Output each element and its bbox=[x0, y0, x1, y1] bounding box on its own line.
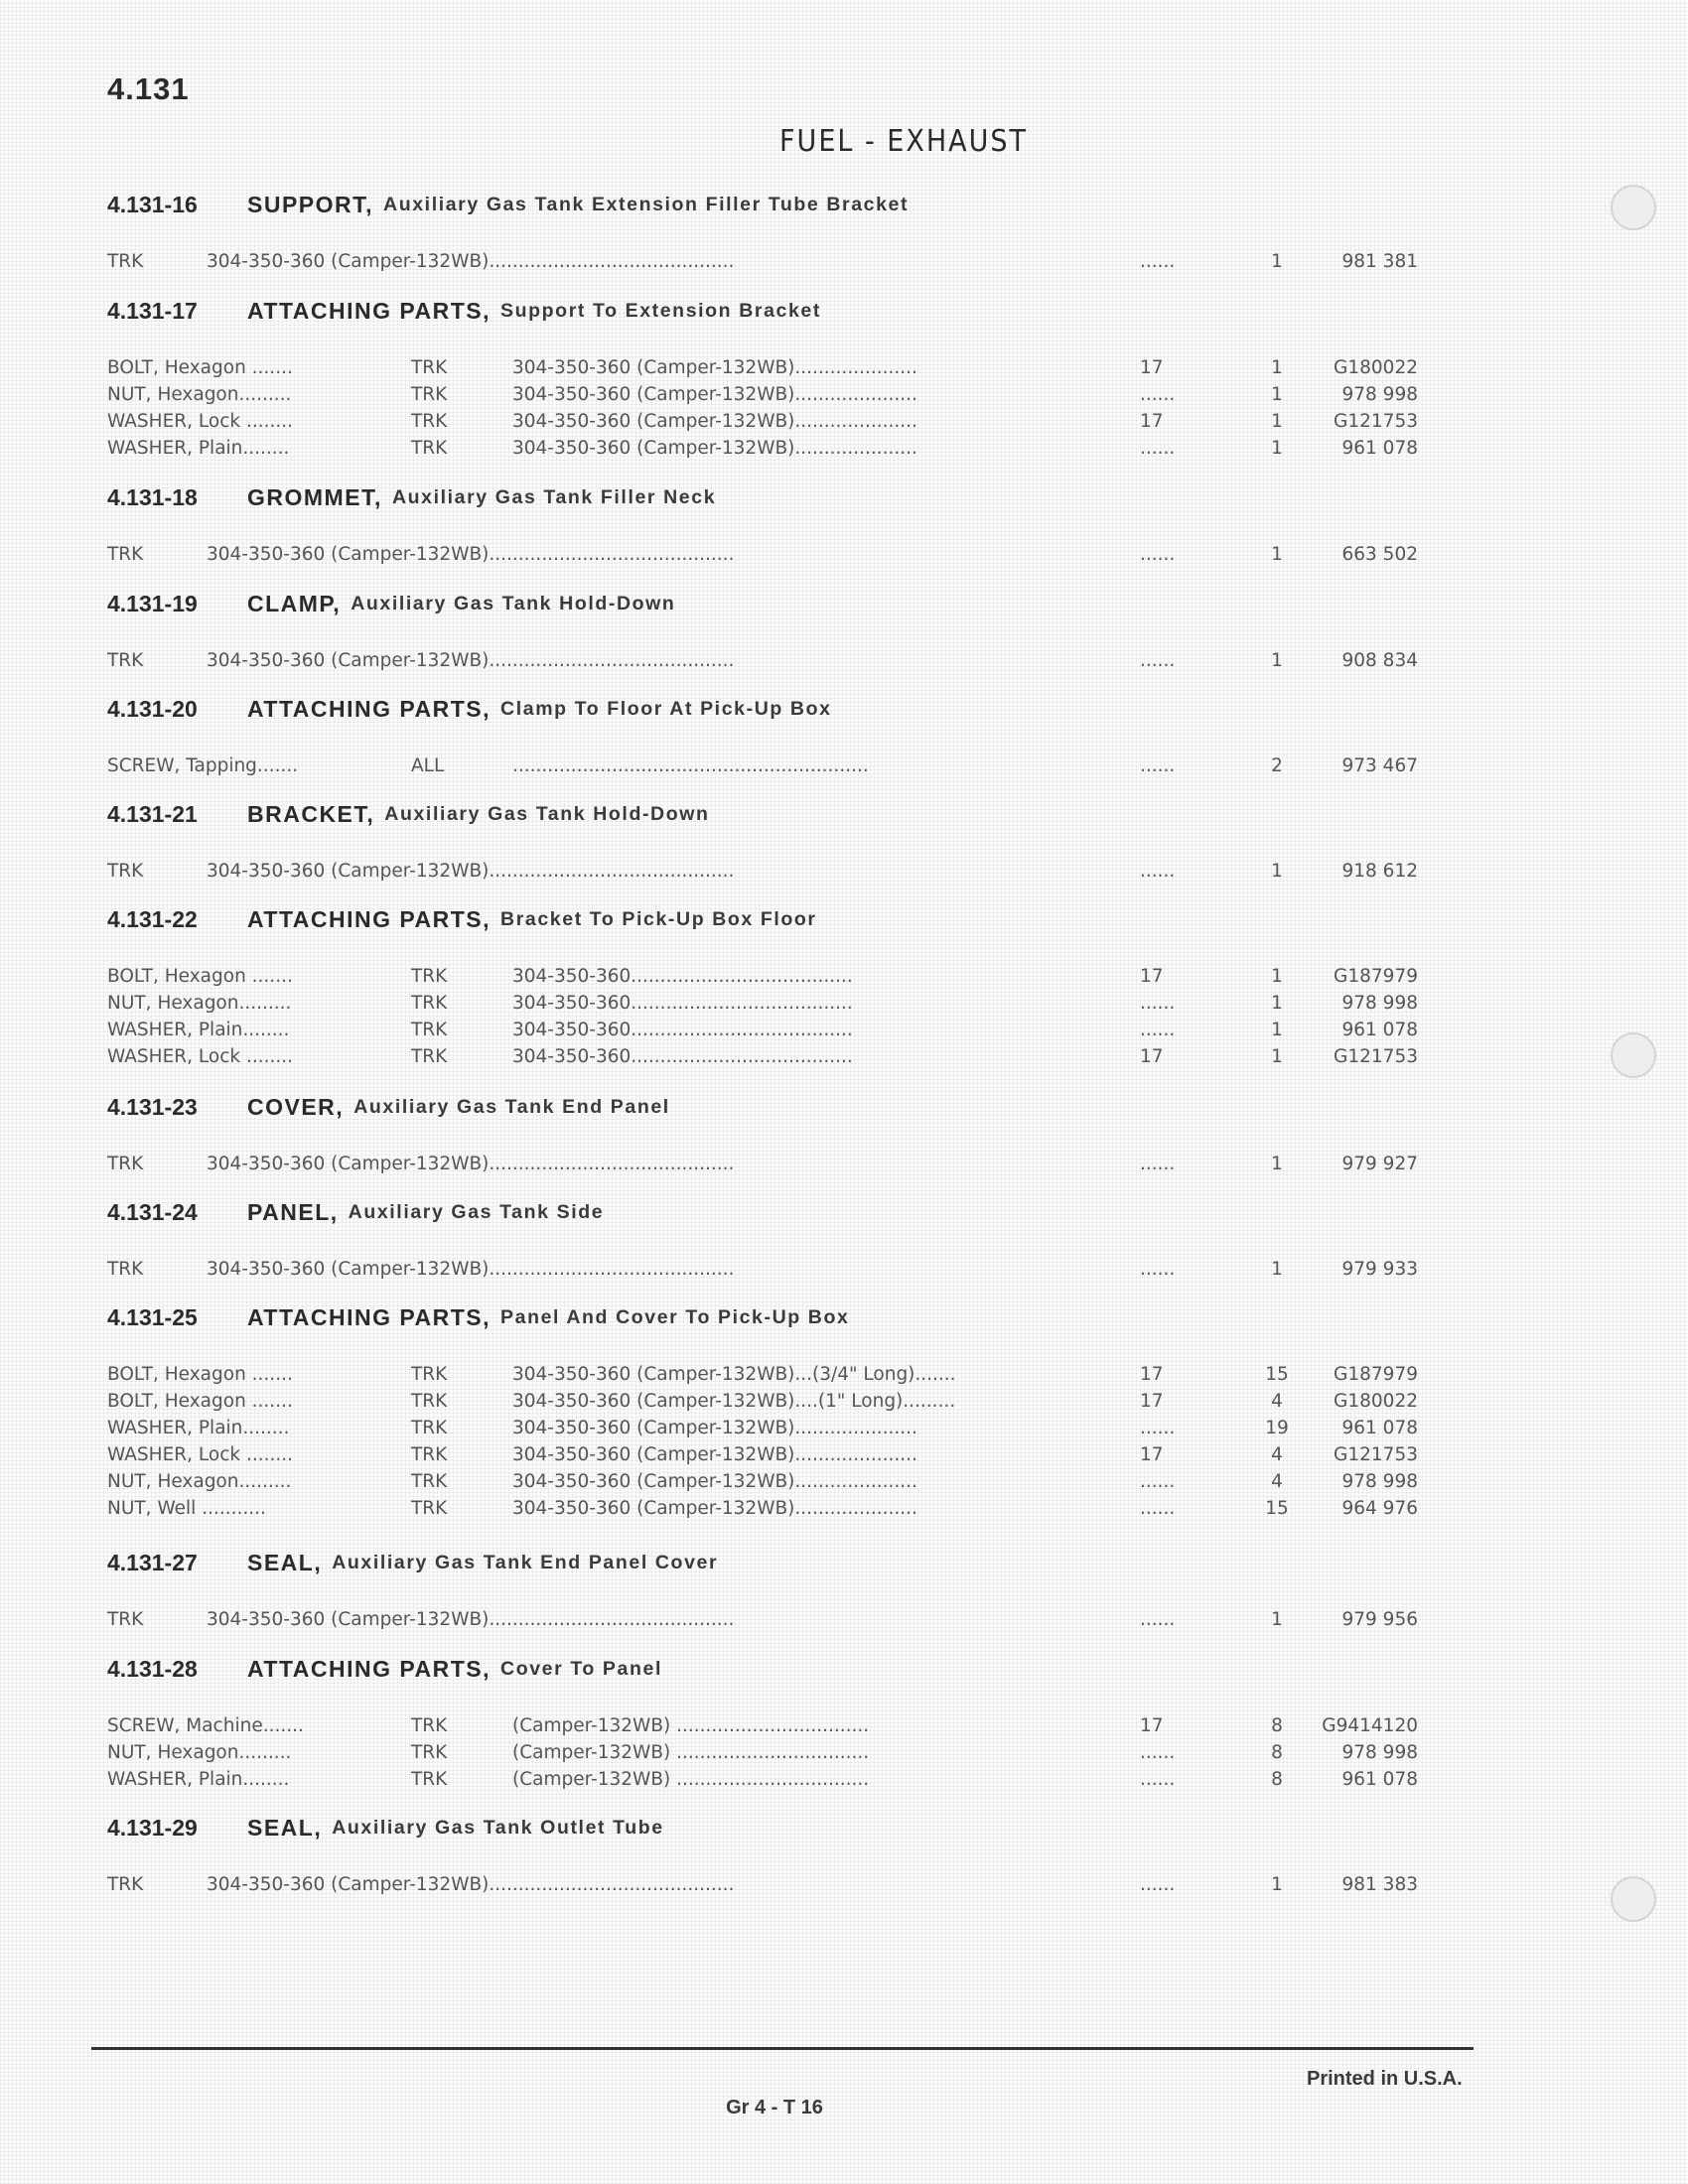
table-row bbox=[107, 1418, 1418, 1444]
section-name: ATTACHING PARTS, bbox=[247, 1656, 492, 1682]
footer-rule bbox=[91, 2047, 1474, 2050]
part-number: 961 078 bbox=[1341, 438, 1418, 459]
model-code: TRK bbox=[411, 1769, 448, 1790]
section-number: 4.131-25 bbox=[107, 1304, 198, 1330]
section-name: SEAL, bbox=[247, 1550, 323, 1575]
part-name: WASHER, Plain........ bbox=[107, 1769, 290, 1790]
section-description: Support To Extension Bracket bbox=[500, 300, 821, 322]
model-code: TRK bbox=[411, 1364, 448, 1385]
quantity: 1 bbox=[1271, 993, 1283, 1014]
section-heading bbox=[107, 1537, 1418, 1589]
section-description: Clamp To Floor At Pick-Up Box bbox=[500, 698, 832, 720]
section-number: 4.131-23 bbox=[107, 1094, 198, 1120]
part-name: NUT, Hexagon......... bbox=[107, 384, 292, 405]
catalog-ref: ...... bbox=[1140, 1418, 1176, 1438]
part-name: BOLT, Hexagon ....... bbox=[107, 1391, 293, 1412]
model-code: TRK bbox=[411, 1471, 448, 1492]
quantity: 1 bbox=[1271, 544, 1283, 565]
catalog-ref: ...... bbox=[1140, 1498, 1176, 1519]
table-row bbox=[107, 966, 1418, 993]
catalog-ref: ...... bbox=[1140, 1154, 1176, 1174]
model-code: TRK bbox=[411, 1742, 448, 1763]
section-description: Auxiliary Gas Tank Extension Filler Tube Bracket bbox=[383, 194, 910, 215]
footer-page-code: Gr 4 - T 16 bbox=[726, 2097, 823, 2118]
table-row bbox=[107, 1444, 1418, 1471]
part-name: WASHER, Lock ........ bbox=[107, 1444, 294, 1465]
table-row bbox=[107, 650, 1418, 677]
application-description: 304-350-360...................................... bbox=[512, 1020, 853, 1040]
part-number: G9414120 bbox=[1322, 1715, 1418, 1736]
catalog-ref: ...... bbox=[1140, 438, 1176, 459]
application-description: 304-350-360 (Camper-132WB).......................................... bbox=[207, 861, 735, 882]
table-row bbox=[107, 1020, 1418, 1046]
model-code: TRK bbox=[411, 1020, 448, 1040]
part-number: 978 998 bbox=[1341, 1742, 1418, 1763]
section-heading bbox=[107, 472, 1418, 524]
quantity: 1 bbox=[1271, 1154, 1283, 1174]
part-name: WASHER, Lock ........ bbox=[107, 1046, 294, 1067]
binder-hole bbox=[1611, 1032, 1656, 1078]
section-heading bbox=[107, 683, 1418, 736]
model-code: TRK bbox=[107, 544, 144, 565]
section-description: Bracket To Pick-Up Box Floor bbox=[500, 908, 817, 930]
table-row bbox=[107, 1259, 1418, 1286]
application-description: ............................................................. bbox=[512, 755, 869, 776]
part-name: BOLT, Hexagon ....... bbox=[107, 1364, 293, 1385]
section-heading bbox=[107, 1643, 1418, 1696]
part-number: G180022 bbox=[1334, 1391, 1418, 1412]
section-name: PANEL, bbox=[247, 1199, 339, 1225]
part-number: G187979 bbox=[1334, 1364, 1418, 1385]
section-heading bbox=[107, 285, 1418, 338]
section-description: Auxiliary Gas Tank Side bbox=[348, 1201, 605, 1223]
part-number: 918 612 bbox=[1341, 861, 1418, 882]
part-number: 979 927 bbox=[1341, 1154, 1418, 1174]
binder-hole bbox=[1611, 1876, 1656, 1922]
quantity: 8 bbox=[1271, 1742, 1283, 1763]
part-name: NUT, Hexagon......... bbox=[107, 1471, 292, 1492]
application-description: 304-350-360...................................... bbox=[512, 1046, 853, 1067]
catalog-ref: ...... bbox=[1140, 1874, 1176, 1895]
part-number: 961 078 bbox=[1341, 1418, 1418, 1438]
table-row bbox=[107, 1498, 1418, 1525]
quantity: 1 bbox=[1271, 357, 1283, 378]
part-name: WASHER, Plain........ bbox=[107, 1020, 290, 1040]
parts-section bbox=[107, 1537, 1418, 1636]
section-name: SEAL, bbox=[247, 1815, 323, 1841]
section-name: ATTACHING PARTS, bbox=[247, 906, 492, 932]
part-number: 961 078 bbox=[1341, 1769, 1418, 1790]
catalog-ref: 17 bbox=[1140, 1364, 1164, 1385]
table-row bbox=[107, 1715, 1418, 1742]
model-code: TRK bbox=[411, 438, 448, 459]
table-row bbox=[107, 1154, 1418, 1180]
parts-section bbox=[107, 1186, 1418, 1286]
parts-section bbox=[107, 578, 1418, 677]
section-description: Panel And Cover To Pick-Up Box bbox=[500, 1306, 850, 1328]
quantity: 1 bbox=[1271, 384, 1283, 405]
section-number: 4.131-27 bbox=[107, 1550, 198, 1575]
parts-section bbox=[107, 472, 1418, 571]
section-name: CLAMP, bbox=[247, 591, 342, 616]
part-number: 978 998 bbox=[1341, 1471, 1418, 1492]
table-row bbox=[107, 438, 1418, 465]
table-row bbox=[107, 544, 1418, 571]
section-heading bbox=[107, 1292, 1418, 1344]
application-description: (Camper-132WB) ................................. bbox=[512, 1742, 870, 1763]
part-number: 964 976 bbox=[1341, 1498, 1418, 1519]
quantity: 1 bbox=[1271, 1020, 1283, 1040]
table-row bbox=[107, 1391, 1418, 1418]
parts-section bbox=[107, 285, 1418, 465]
section-description: Cover To Panel bbox=[500, 1658, 662, 1680]
model-code: TRK bbox=[107, 1609, 144, 1630]
catalog-ref: 17 bbox=[1140, 1046, 1164, 1067]
section-name: ATTACHING PARTS, bbox=[247, 696, 492, 722]
table-row bbox=[107, 384, 1418, 411]
model-code: TRK bbox=[107, 1154, 144, 1174]
section-number: 4.131-21 bbox=[107, 801, 198, 827]
section-number: 4.131-24 bbox=[107, 1199, 198, 1225]
parts-section bbox=[107, 788, 1418, 887]
section-number: 4.131-19 bbox=[107, 591, 198, 616]
parts-section bbox=[107, 1802, 1418, 1901]
part-number: 979 956 bbox=[1341, 1609, 1418, 1630]
table-row bbox=[107, 1364, 1418, 1391]
section-number: 4.131-29 bbox=[107, 1815, 198, 1841]
part-name: NUT, Well ........... bbox=[107, 1498, 266, 1519]
part-name: SCREW, Tapping....... bbox=[107, 755, 299, 776]
part-number: 981 383 bbox=[1341, 1874, 1418, 1895]
quantity: 4 bbox=[1271, 1471, 1283, 1492]
model-code: TRK bbox=[107, 1259, 144, 1280]
model-code: TRK bbox=[411, 1444, 448, 1465]
application-description: 304-350-360 (Camper-132WB)..................... bbox=[512, 1444, 917, 1465]
catalog-ref: 17 bbox=[1140, 1715, 1164, 1736]
section-number: 4.131-18 bbox=[107, 484, 198, 510]
table-row bbox=[107, 861, 1418, 887]
table-row bbox=[107, 357, 1418, 384]
section-heading bbox=[107, 578, 1418, 630]
section-name: GROMMET, bbox=[247, 484, 382, 510]
table-row bbox=[107, 411, 1418, 438]
quantity: 4 bbox=[1271, 1391, 1283, 1412]
catalog-ref: ...... bbox=[1140, 1259, 1176, 1280]
model-code: ALL bbox=[411, 755, 445, 776]
part-number: 979 933 bbox=[1341, 1259, 1418, 1280]
catalog-ref: ...... bbox=[1140, 1769, 1176, 1790]
part-name: WASHER, Plain........ bbox=[107, 1418, 290, 1438]
model-code: TRK bbox=[107, 650, 144, 671]
application-description: 304-350-360 (Camper-132WB)..................... bbox=[512, 411, 917, 432]
model-code: TRK bbox=[411, 384, 448, 405]
application-description: 304-350-360 (Camper-132WB)..................... bbox=[512, 384, 917, 405]
part-number: 973 467 bbox=[1341, 755, 1418, 776]
quantity: 1 bbox=[1271, 251, 1283, 272]
application-description: (Camper-132WB) ................................. bbox=[512, 1769, 870, 1790]
catalog-ref: ...... bbox=[1140, 1742, 1176, 1763]
catalog-ref: ...... bbox=[1140, 1020, 1176, 1040]
quantity: 1 bbox=[1271, 861, 1283, 882]
part-number: 978 998 bbox=[1341, 384, 1418, 405]
application-description: 304-350-360 (Camper-132WB)..................... bbox=[512, 438, 917, 459]
part-name: BOLT, Hexagon ....... bbox=[107, 966, 293, 987]
table-row bbox=[107, 1046, 1418, 1073]
model-code: TRK bbox=[411, 966, 448, 987]
application-description: (Camper-132WB) ................................. bbox=[512, 1715, 870, 1736]
catalog-ref: 17 bbox=[1140, 966, 1164, 987]
section-heading bbox=[107, 1081, 1418, 1134]
application-description: 304-350-360 (Camper-132WB)....(1" Long)......... bbox=[512, 1391, 956, 1412]
section-number: 4.131-20 bbox=[107, 696, 198, 722]
section-number: 4.131-16 bbox=[107, 192, 198, 217]
catalog-ref: ...... bbox=[1140, 384, 1176, 405]
application-description: 304-350-360 (Camper-132WB).......................................... bbox=[207, 1259, 735, 1280]
application-description: 304-350-360...................................... bbox=[512, 966, 853, 987]
application-description: 304-350-360 (Camper-132WB).......................................... bbox=[207, 1609, 735, 1630]
catalog-ref: 17 bbox=[1140, 411, 1164, 432]
quantity: 1 bbox=[1271, 650, 1283, 671]
table-row bbox=[107, 755, 1418, 782]
catalog-ref: 17 bbox=[1140, 357, 1164, 378]
table-row bbox=[107, 251, 1418, 278]
parts-section bbox=[107, 1081, 1418, 1180]
table-row bbox=[107, 1471, 1418, 1498]
model-code: TRK bbox=[411, 411, 448, 432]
model-code: TRK bbox=[411, 1046, 448, 1067]
page-number: 4.131 bbox=[107, 71, 190, 106]
application-description: 304-350-360 (Camper-132WB).......................................... bbox=[207, 1154, 735, 1174]
section-number: 4.131-17 bbox=[107, 298, 198, 324]
quantity: 4 bbox=[1271, 1444, 1283, 1465]
printed-in-label: Printed in U.S.A. bbox=[1307, 2068, 1463, 2090]
catalog-ref: ...... bbox=[1140, 544, 1176, 565]
catalog-ref: ...... bbox=[1140, 1609, 1176, 1630]
quantity: 15 bbox=[1265, 1498, 1289, 1519]
parts-section bbox=[107, 179, 1418, 278]
catalog-ref: ...... bbox=[1140, 650, 1176, 671]
quantity: 1 bbox=[1271, 1259, 1283, 1280]
catalog-ref: ...... bbox=[1140, 1471, 1176, 1492]
model-code: TRK bbox=[107, 251, 144, 272]
catalog-ref: ...... bbox=[1140, 251, 1176, 272]
section-description: Auxiliary Gas Tank Filler Neck bbox=[391, 486, 717, 508]
quantity: 8 bbox=[1271, 1769, 1283, 1790]
parts-section bbox=[107, 1643, 1418, 1796]
part-number: 981 381 bbox=[1341, 251, 1418, 272]
quantity: 2 bbox=[1271, 755, 1283, 776]
section-number: 4.131-28 bbox=[107, 1656, 198, 1682]
table-row bbox=[107, 1874, 1418, 1901]
table-row bbox=[107, 1609, 1418, 1636]
page-title: FUEL - EXHAUST bbox=[779, 124, 1028, 159]
table-row bbox=[107, 993, 1418, 1020]
section-description: Auxiliary Gas Tank Hold-Down bbox=[384, 803, 710, 825]
part-name: BOLT, Hexagon ....... bbox=[107, 357, 293, 378]
model-code: TRK bbox=[411, 1418, 448, 1438]
quantity: 19 bbox=[1265, 1418, 1289, 1438]
model-code: TRK bbox=[107, 861, 144, 882]
section-name: SUPPORT, bbox=[247, 192, 374, 217]
model-code: TRK bbox=[411, 357, 448, 378]
quantity: 1 bbox=[1271, 1874, 1283, 1895]
section-description: Auxiliary Gas Tank End Panel Cover bbox=[332, 1552, 719, 1573]
parts-section bbox=[107, 683, 1418, 782]
model-code: TRK bbox=[411, 993, 448, 1014]
quantity: 1 bbox=[1271, 1609, 1283, 1630]
part-number: 663 502 bbox=[1341, 544, 1418, 565]
part-number: G187979 bbox=[1334, 966, 1418, 987]
section-name: BRACKET, bbox=[247, 801, 375, 827]
model-code: TRK bbox=[411, 1498, 448, 1519]
application-description: 304-350-360 (Camper-132WB)...(3/4" Long)....... bbox=[512, 1364, 956, 1385]
part-name: SCREW, Machine....... bbox=[107, 1715, 304, 1736]
application-description: 304-350-360 (Camper-132WB)..................... bbox=[512, 357, 917, 378]
application-description: 304-350-360...................................... bbox=[512, 993, 853, 1014]
part-number: 908 834 bbox=[1341, 650, 1418, 671]
quantity: 1 bbox=[1271, 1046, 1283, 1067]
catalog-ref: ...... bbox=[1140, 861, 1176, 882]
part-number: G121753 bbox=[1334, 411, 1418, 432]
section-description: Auxiliary Gas Tank Hold-Down bbox=[351, 593, 676, 614]
application-description: 304-350-360 (Camper-132WB).......................................... bbox=[207, 1874, 735, 1895]
part-name: NUT, Hexagon......... bbox=[107, 993, 292, 1014]
application-description: 304-350-360 (Camper-132WB).......................................... bbox=[207, 650, 735, 671]
quantity: 15 bbox=[1265, 1364, 1289, 1385]
section-heading bbox=[107, 893, 1418, 946]
quantity: 8 bbox=[1271, 1715, 1283, 1736]
part-number: 978 998 bbox=[1341, 993, 1418, 1014]
section-heading bbox=[107, 788, 1418, 841]
application-description: 304-350-360 (Camper-132WB).......................................... bbox=[207, 251, 735, 272]
part-number: G180022 bbox=[1334, 357, 1418, 378]
table-row bbox=[107, 1769, 1418, 1796]
part-name: NUT, Hexagon......... bbox=[107, 1742, 292, 1763]
part-name: WASHER, Plain........ bbox=[107, 438, 290, 459]
section-description: Auxiliary Gas Tank Outlet Tube bbox=[332, 1817, 664, 1839]
catalog-ref: ...... bbox=[1140, 993, 1176, 1014]
section-name: COVER, bbox=[247, 1094, 345, 1120]
section-heading bbox=[107, 1802, 1418, 1854]
model-code: TRK bbox=[411, 1391, 448, 1412]
quantity: 1 bbox=[1271, 411, 1283, 432]
quantity: 1 bbox=[1271, 966, 1283, 987]
application-description: 304-350-360 (Camper-132WB)..................... bbox=[512, 1418, 917, 1438]
part-number: G121753 bbox=[1334, 1046, 1418, 1067]
application-description: 304-350-360 (Camper-132WB)..................... bbox=[512, 1471, 917, 1492]
application-description: 304-350-360 (Camper-132WB).......................................... bbox=[207, 544, 735, 565]
parts-section bbox=[107, 893, 1418, 1073]
table-row bbox=[107, 1742, 1418, 1769]
catalog-ref: 17 bbox=[1140, 1444, 1164, 1465]
model-code: TRK bbox=[411, 1715, 448, 1736]
catalog-ref: 17 bbox=[1140, 1391, 1164, 1412]
section-name: ATTACHING PARTS, bbox=[247, 1304, 492, 1330]
section-heading bbox=[107, 1186, 1418, 1239]
section-number: 4.131-22 bbox=[107, 906, 198, 932]
binder-hole bbox=[1611, 185, 1656, 230]
parts-section bbox=[107, 1292, 1418, 1525]
part-number: G121753 bbox=[1334, 1444, 1418, 1465]
model-code: TRK bbox=[107, 1874, 144, 1895]
section-name: ATTACHING PARTS, bbox=[247, 298, 492, 324]
section-description: Auxiliary Gas Tank End Panel bbox=[353, 1096, 670, 1118]
section-heading bbox=[107, 179, 1418, 231]
quantity: 1 bbox=[1271, 438, 1283, 459]
application-description: 304-350-360 (Camper-132WB)..................... bbox=[512, 1498, 917, 1519]
catalog-ref: ...... bbox=[1140, 755, 1176, 776]
part-number: 961 078 bbox=[1341, 1020, 1418, 1040]
part-name: WASHER, Lock ........ bbox=[107, 411, 294, 432]
